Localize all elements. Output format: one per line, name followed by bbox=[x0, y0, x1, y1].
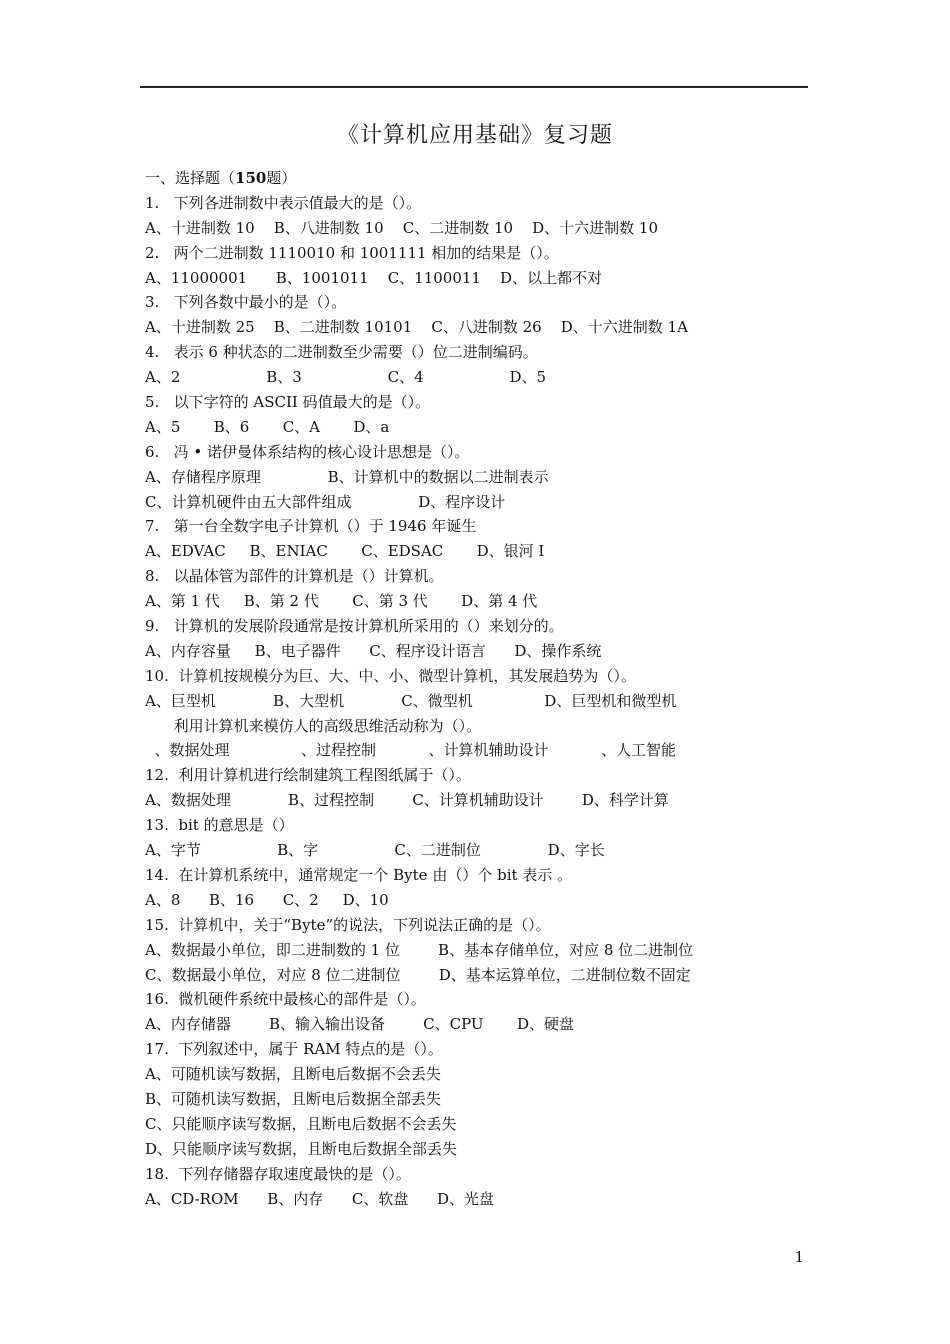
section-count: 150 bbox=[235, 169, 267, 187]
text-line: 6. 冯 • 诺伊曼体系结构的核心设计思想是（）。 bbox=[145, 442, 470, 461]
section-prefix: 一、选择题（ bbox=[145, 169, 236, 187]
text-line: 1. 下列各进制数中表示值最大的是（）。 bbox=[145, 193, 422, 212]
text-line: 14. 在计算机系统中，通常规定一个 Byte 由（）个 bit 表示 。 bbox=[145, 865, 573, 884]
text-line: A、CD-ROM B、内存 C、软盘 D、光盘 bbox=[145, 1189, 494, 1208]
text-line: C、数据最小单位，对应 8 位二进制位 D、基本运算单位，二进制位数不固定 bbox=[145, 965, 691, 984]
text-line: D、只能顺序读写数据，且断电后数据全部丢失 bbox=[145, 1139, 458, 1158]
text-line: 18. 下列存储器存取速度最快的是（）。 bbox=[145, 1164, 411, 1183]
text-line: A、十进制数 25 B、二进制数 10101 C、八进制数 26 D、十六进制数 1A bbox=[145, 318, 688, 337]
text-line: A、存储程序原理 B、计算机中的数据以二进制表示 bbox=[145, 467, 549, 486]
text-line: A、数据最小单位，即二进制数的 1 位 B、基本存储单位，对应 8 位二进制位 bbox=[145, 940, 694, 959]
text-line: 、数据处理 、过程控制 、计算机辅助设计 、人工智能 bbox=[145, 741, 676, 760]
text-line: 10. 计算机按规模分为巨、大、中、小、微型计算机，其发展趋势为（）。 bbox=[145, 666, 636, 685]
text-line: 2. 两个二进制数 1110010 和 1001111 相加的结果是（）。 bbox=[145, 243, 559, 262]
text-line: A、十进制数 10 B、八进制数 10 C、二进制数 10 D、十六进制数 10 bbox=[145, 218, 658, 237]
document-body bbox=[145, 166, 835, 1211]
header-rule bbox=[140, 86, 808, 88]
text-line: 3. 下列各数中最小的是（）。 bbox=[145, 293, 347, 312]
document-title: 《计算机应用基础》复习题 bbox=[336, 123, 613, 148]
text-line: A、8 B、16 C、2 D、10 bbox=[145, 890, 389, 909]
text-line: 16. 微机硬件系统中最核心的部件是（）。 bbox=[145, 990, 426, 1009]
page-number: 1 bbox=[794, 1248, 804, 1266]
text-line: A、字节 B、字 C、二进制位 D、字长 bbox=[145, 841, 605, 860]
text-line: C、只能顺序读写数据，且断电后数据不会丢失 bbox=[145, 1114, 457, 1133]
section-heading bbox=[145, 166, 835, 191]
text-line: 15. 计算机中，关于“Byte”的说法，下列说法正确的是（）。 bbox=[145, 915, 551, 934]
text-line: 8. 以晶体管为部件的计算机是（）计算机。 bbox=[145, 567, 444, 586]
text-line: 17. 下列叙述中，属于 RAM 特点的是（）。 bbox=[145, 1040, 443, 1059]
text-line: 4. 表示 6 种状态的二进制数至少需要（）位二进制编码。 bbox=[145, 343, 538, 362]
text-line: 7. 第一台全数字电子计算机（）于 1946 年诞生 bbox=[145, 517, 477, 536]
text-line: 9. 计算机的发展阶段通常是按计算机所采用的（）来划分的。 bbox=[145, 617, 564, 636]
text-line: A、2 B、3 C、4 D、5 bbox=[145, 368, 547, 387]
text-line: A、EDVAC B、ENIAC C、EDSAC D、银河 I bbox=[145, 542, 545, 561]
text-line: A、第 1 代 B、第 2 代 C、第 3 代 D、第 4 代 bbox=[145, 592, 538, 611]
text-line: B、可随机读写数据，且断电后数据全部丢失 bbox=[145, 1089, 442, 1108]
section-suffix: 题） bbox=[266, 169, 297, 187]
text-line: 5. 以下字符的 ASCII 码值最大的是（）。 bbox=[145, 393, 431, 412]
text-line: C、计算机硬件由五大部件组成 D、程序设计 bbox=[145, 492, 506, 511]
text-line: A、内存容量 B、电子器件 C、程序设计语言 D、操作系统 bbox=[145, 641, 602, 660]
text-line: A、内存储器 B、输入输出设备 C、CPU D、硬盘 bbox=[145, 1015, 574, 1034]
text-line: 12. 利用计算机进行绘制建筑工程图纸属于（）。 bbox=[145, 766, 471, 785]
text-line: A、数据处理 B、过程控制 C、计算机辅助设计 D、科学计算 bbox=[145, 791, 669, 810]
text-line: A、巨型机 B、大型机 C、微型机 D、巨型机和微型机 bbox=[145, 691, 677, 710]
text-line: A、可随机读写数据，且断电后数据不会丢失 bbox=[145, 1065, 441, 1084]
text-line: 13. bit 的意思是（） bbox=[145, 816, 294, 835]
text-line: 利用计算机来模仿人的高级思维活动称为（）。 bbox=[145, 716, 482, 735]
text-line: A、5 B、6 C、A D、a bbox=[145, 417, 390, 436]
text-line: A、11000001 B、1001011 C、1100011 D、以上都不对 bbox=[145, 268, 603, 287]
